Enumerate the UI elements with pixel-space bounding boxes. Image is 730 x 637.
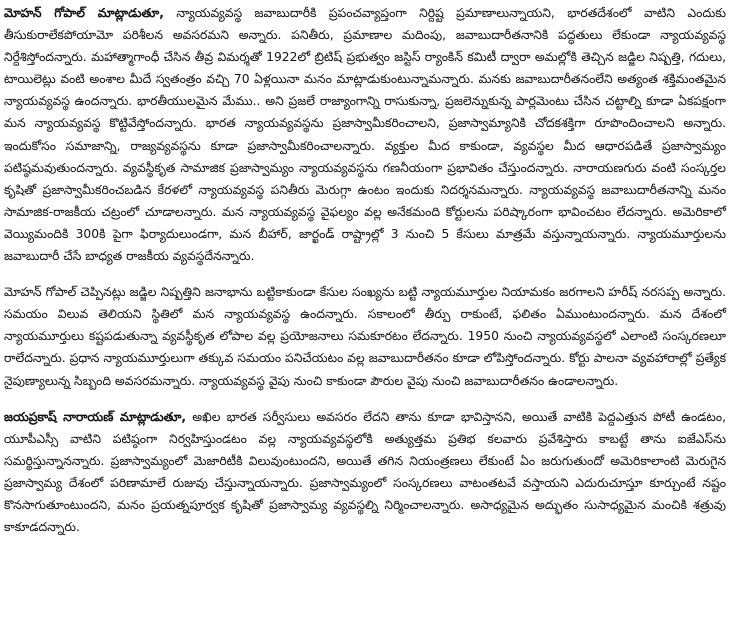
paragraph-2-body: మోహన్ గోపాల్ చెప్పినట్లు జడ్జిల నిష్పత్తిని జనాభాను బట్టికాకుండా కేసుల సంఖ్యను బట్టి న్యాయమూర్తుల నియామకం జరగాలని హరీష్ నరసప్ప అన్నారు. సమయం విలువ తెలియని స్థితిలో మన న్యాయవ్యవస్థ ఉందన్నారు. సకాలంలో తీర్పు రాకుంటే, ఫలితం ఏముంటుందన్నారు. మన దేశంలో న్యాయమూర్తులు కష్టపడుతున్నా వ్యవస్థీకృత లోపాల వల్ల ప్రయోజనాలు సమకూరటం లేదన్నారు. 1950 నుంచి న్యాయవ్యవస్థలో ఎలాంటి సంస్కరణలూ రాలేదన్నారు. ప్రధాన న్యాయమూర్తులుగా తక్కువ సమయం పనిచేయటం వల్ల జవాబుదారీతనం కూడా లోపిస్తోందన్నారు. కోర్టు పాలనా వ్యవహారాల్లో ప్రత్యేక నైపుణ్యాలున్న సిబ్బంది అవసరమన్నారు. న్యాయవ్యవస్థ వైపు నుంచి కాకుండా పౌరుల వైపు నుంచి జవాబుదారీతనం ఉండాలన్నారు. [4, 285, 726, 388]
paragraph-3-body: అఖిల భారత సర్వీసులు అవసరం లేదని తాను కూడా భావిస్తానని, అయితే వాటికి పెద్దఎత్తున పోటీ ఉండటం, యూపీఎస్సీ వాటిని పటిష్ఠంగా నిర్వహిస్తుండటం వల్ల న్యాయవ్యవస్థలోకి అత్యుత్తమ ప్రతిభ కలవారు ప్రవేశిస్తారు కాబట్టే తాను ఐజేఎస్‌ను సమర్థిస్తున్నానన్నారు. ప్రజాస్వామ్యంలో మెజారిటీకి విలువుంటుందని, అయితే తగిన నియంత్రణలు లేకుంటే ఏం జరుగుతుందో అమెరికాలాంటి మెరుగైన ప్రజాస్వామ్య దేశంలో పరిణామాలే రుజువు చేస్తున్నాయన్నారు. ప్రజాస్వామ్యంలో సంస్కరణలు వాటంతటవే వస్తాయని ఎదురుచూస్తూ కూర్చుంటే నష్టం కొనసాగుతూంటుందని, మనం ప్రయత్నపూర్వక కృషితో ప్రజాస్వామ్య వ్యవస్థల్ని నిర్మించాలన్నారు. అసాధ్యమైన అద్భుతం సుసాధ్యమైన మంచికి శత్రువు కాకూడదన్నారు. [4, 409, 726, 535]
article-paragraph-1 [4, 2, 726, 267]
paragraph-1-body: న్యాయవ్యవస్థ జవాబుదారీకి ప్రపంచవ్యాప్తంగా నిర్దిష్ట ప్రమాణాలున్నాయని, భారతదేశంలో వాటిని ఎందుకు తీసుకురాలేకపోయామో పరిశీలన అవసరమని అన్నారు. పనితీరు, ప్రమాణాల మదింపు, జవాబుదారీతనానికి పద్ధతులు లేకుండా న్యాయవ్యవస్థ నిర్దేశిస్తోందన్నారు. మహాత్మాగాంధీ చేసిన తీవ్ర విమర్శతో 1922లో బ్రిటిష్ ప్రభుత్వం జస్టిస్ ర్యాంకిన్ కమిటీ ద్వారా అమల్లోకి తెచ్చిన జడ్జిల నిష్పత్తి, గదులు, టాయిలెట్లు వంటి అంశాల మీదే స్వతంత్రం వచ్చి 70 ఏళ్లయినా మనం మాట్లాడుకుంటున్నామన్నారు. మనకు జవాబుదారీతనంలేని అత్యంత శక్తిమంతమైన న్యాయవ్యవస్థ ఉందన్నారు. భారతీయులమైన మేము.. అని ప్రజలే రాజ్యాంగాన్ని రాసుకున్నా, ప్రజలెన్నుకున్న పార్లమెంటు చేసిన చట్టాల్ని కూడా ఏకపక్షంగా మన న్యాయవ్యవస్థ కొట్టివేస్తోందన్నారు. భారత న్యాయవ్యవస్థను ప్రజాస్వామీకరించాలని, ప్రజాస్వామ్యానికి చోదకశక్తిగా రూపొందించాలని అన్నారు. ఇందుకోసం సమాజాన్ని, రాజ్యవ్యవస్థను కూడా ప్రజాస్వామీకరించాలన్నారు. వ్యక్తుల మీద కాకుండా, వ్యవస్థల మీద ఆధారపడితే ప్రజాస్వామ్యం పటిష్ఠమవుతుందన్నారు. వ్యవస్థీకృత సామాజిక ప్రజాస్వామ్యం న్యాయవ్యవస్థను గణనీయంగా ప్రభావితం చేస్తుందన్నారు. నారాయణగురు వంటి సంస్కర్తల కృషితో ప్రజాస్వామీకరించబడిన కేరళలో న్యాయవ్యవస్థ పనితీరు మెరుగ్గా ఉంటం ఇందుకు నిదర్శనమన్నారు. న్యాయవ్యవస్థ జవాబుదారీతనాన్ని మనం సామాజిక-రాజకీయ చట్రంలో చూడాలన్నారు. మన న్యాయవ్యవస్థ వైఫల్యం వల్ల అనేకమంది కోర్టులను పరిష్కారంగా భావించటం లేదన్నారు. అమెరికాలో వెయ్యిమందికి 300కి పైగా ఫిర్యాదులుండగా, మన బీహార్, జార్ఖండ్ రాష్ట్రాల్లో 3 నుంచి 5 కేసులు మాత్రమే వస్తున్నాయన్నారు. న్యాయమూర్తులను జవాబుదారీ చేసే బాధ్యత రాజకీయ వ్యవస్థదేనన్నారు. [4, 6, 726, 264]
speaker-lead-mohan-gopal: మోహన్ గోపాల్ మాట్లాడుతూ, [4, 6, 164, 20]
article-paragraph-2 [4, 281, 726, 391]
article-paragraph-3 [4, 406, 726, 539]
speaker-lead-jayaprakash-narayan: జయప్రకాష్ నారాయణ్ మాట్లాడుతూ, [4, 409, 187, 424]
